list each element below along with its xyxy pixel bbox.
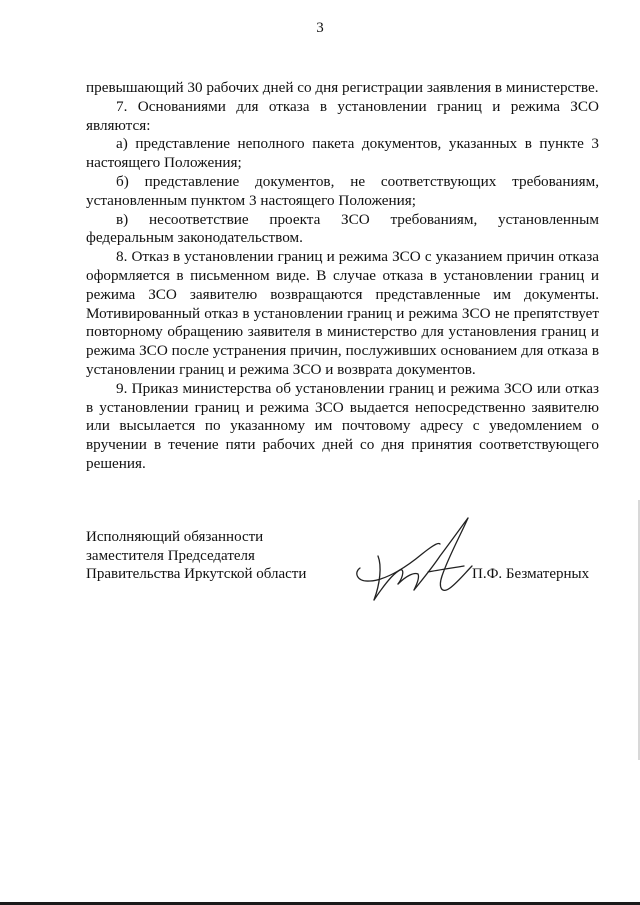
signer-name: П.Ф. Безматерных [472, 566, 590, 582]
page-number: 3 [316, 20, 324, 36]
signer-position-line-2: заместителя Председателя [86, 547, 255, 564]
paragraph-item-8: 8. Отказ в установлении границ и режима ЗСО с указанием причин отказа оформляется в письменном виде. В случае отказа в установлении границ и режима ЗСО заявителю возвращаются представленные им документы. Мотивированный отказ в установлении границ и режима ЗСО не препятствует повторному обращению заявителя в министерство для установления границ и режима ЗСО после устранения причин, послуживших основанием для отказа в установлении границ и режима ЗСО и возврата документов. [86, 248, 599, 378]
paragraph-continuation: превышающий 30 рабочих дней со дня регистрации заявления в министерстве. [86, 79, 599, 96]
paragraph-subitem-v: в) несоответствие проекта ЗСО требованиям, установленным федеральным законодательством. [86, 210, 599, 247]
paragraph-item-9: 9. Приказ министерства об установлении границ и режима ЗСО или отказ в установлении границ и режима ЗСО выдается непосредственно заявителю или высылается по указанному им почтовому адресу с уведомлением о вручении в течение пяти рабочих дней со дня принятия соответствующего решения. [86, 379, 599, 472]
handwritten-signature [348, 514, 488, 614]
paragraph-subitem-a: а) представление неполного пакета документов, указанных в пункте 3 настоящего Положения; [86, 135, 599, 172]
paragraph-subitem-b: б) представление документов, не соответствующих требованиям, установленным пунктом 3 настоящего Положения; [86, 172, 599, 209]
signer-position-line-3: Правительства Иркутской области [86, 566, 307, 583]
paragraph-item-7: 7. Основаниями для отказа в установлении границ и режима ЗСО являются: [86, 97, 599, 134]
signer-position-line-1: Исполняющий обязанности [86, 529, 264, 545]
document-body [86, 79, 599, 474]
signer-position [86, 528, 306, 584]
